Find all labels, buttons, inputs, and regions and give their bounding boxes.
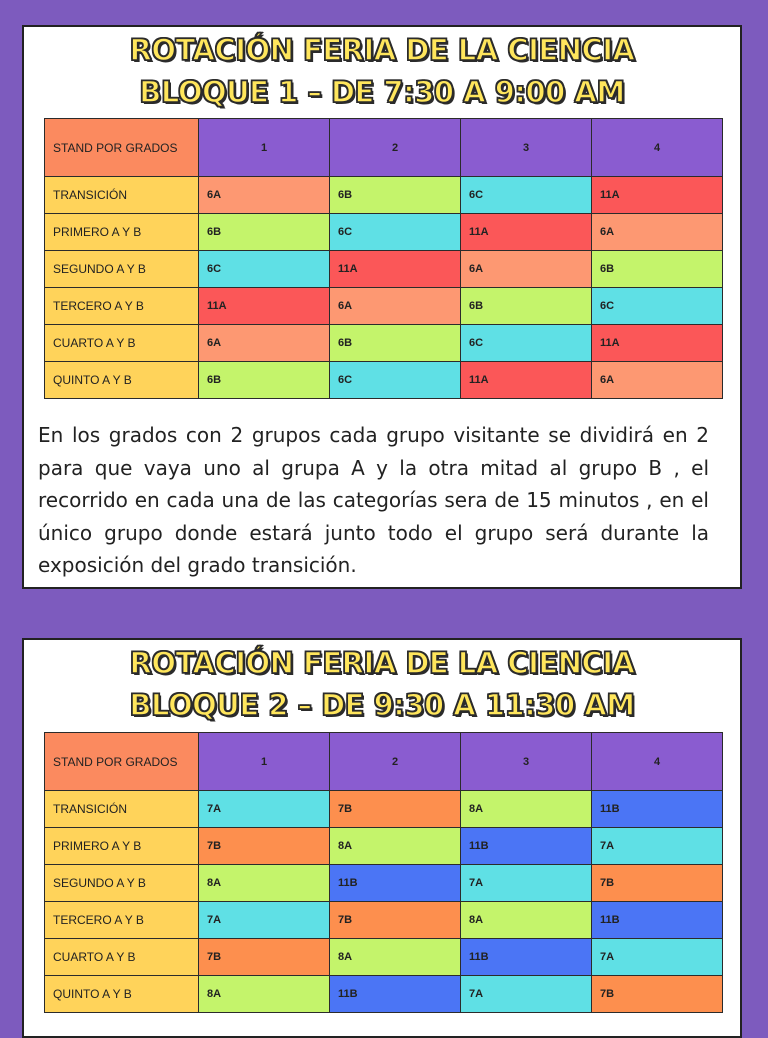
table-row xyxy=(45,939,723,976)
group-cell: 8A xyxy=(461,902,592,939)
table-row xyxy=(45,791,723,828)
group-cell: 6A xyxy=(461,251,592,288)
group-cell: 11B xyxy=(592,791,723,828)
group-cell: 7A xyxy=(199,902,330,939)
block-2-title-line-1: ROTACIÓN FERIA DE LA CIENCIA xyxy=(129,646,635,680)
group-cell: 11A xyxy=(461,362,592,399)
group-cell: 11A xyxy=(199,288,330,325)
corner-header: STAND POR GRADOS xyxy=(45,733,199,791)
row-label: QUINTO A Y B xyxy=(45,976,199,1013)
block-2-title xyxy=(24,640,740,726)
block-2-rotation-table xyxy=(44,732,723,1013)
table-row xyxy=(45,362,723,399)
group-cell: 7B xyxy=(592,865,723,902)
group-cell: 7A xyxy=(592,828,723,865)
group-cell: 6A xyxy=(592,362,723,399)
table-row xyxy=(45,177,723,214)
column-header: 3 xyxy=(461,119,592,177)
group-cell: 7A xyxy=(592,939,723,976)
group-cell: 6B xyxy=(592,251,723,288)
column-header: 1 xyxy=(199,733,330,791)
column-header: 3 xyxy=(461,733,592,791)
group-cell: 6C xyxy=(330,214,461,251)
row-label: TERCERO A Y B xyxy=(45,288,199,325)
table-header-row xyxy=(45,733,723,791)
block-1-note: En los grados con 2 grupos cada grupo visitante se dividirá en 2 para que vaya uno al grupa A y la otra mitad al grupo B , el recorrido en cada una de las categorías sera de 15 minutos , en el único grupo donde estará junto todo el grupo será durante la exposición del grado transición. xyxy=(38,423,709,577)
table-row xyxy=(45,288,723,325)
group-cell: 6C xyxy=(330,362,461,399)
group-cell: 6C xyxy=(592,288,723,325)
group-cell: 7B xyxy=(199,939,330,976)
row-label: CUARTO A Y B xyxy=(45,939,199,976)
block-1-title-line-1: ROTACIÓN FERIA DE LA CIENCIA xyxy=(129,33,635,67)
row-label: CUARTO A Y B xyxy=(45,325,199,362)
group-cell: 11A xyxy=(592,325,723,362)
table-row xyxy=(45,325,723,362)
group-cell: 7A xyxy=(461,976,592,1013)
row-label: TERCERO A Y B xyxy=(45,902,199,939)
row-label: SEGUNDO A Y B xyxy=(45,251,199,288)
group-cell: 6A xyxy=(199,325,330,362)
column-header: 4 xyxy=(592,119,723,177)
group-cell: 8A xyxy=(330,828,461,865)
row-label: TRANSICIÓN xyxy=(45,791,199,828)
column-header: 2 xyxy=(330,119,461,177)
column-header: 2 xyxy=(330,733,461,791)
table-row xyxy=(45,828,723,865)
group-cell: 11A xyxy=(330,251,461,288)
group-cell: 11A xyxy=(592,177,723,214)
row-label: QUINTO A Y B xyxy=(45,362,199,399)
group-cell: 8A xyxy=(199,976,330,1013)
group-cell: 11B xyxy=(461,939,592,976)
group-cell: 8A xyxy=(461,791,592,828)
group-cell: 8A xyxy=(199,865,330,902)
row-label: SEGUNDO A Y B xyxy=(45,865,199,902)
rotation-card-block-1 xyxy=(22,25,742,589)
group-cell: 6B xyxy=(330,325,461,362)
table-row xyxy=(45,214,723,251)
group-cell: 8A xyxy=(330,939,461,976)
corner-header: STAND POR GRADOS xyxy=(45,119,199,177)
group-cell: 7A xyxy=(461,865,592,902)
table-row xyxy=(45,865,723,902)
group-cell: 6A xyxy=(330,288,461,325)
table-row xyxy=(45,902,723,939)
group-cell: 7B xyxy=(592,976,723,1013)
group-cell: 6C xyxy=(461,177,592,214)
table-row xyxy=(45,251,723,288)
group-cell: 11B xyxy=(330,976,461,1013)
block-1-title-line-2: BLOQUE 1 – DE 7:30 A 9:00 AM xyxy=(139,75,625,109)
group-cell: 6B xyxy=(461,288,592,325)
group-cell: 7A xyxy=(199,791,330,828)
group-cell: 11B xyxy=(461,828,592,865)
group-cell: 11B xyxy=(330,865,461,902)
column-header: 4 xyxy=(592,733,723,791)
row-label: PRIMERO A Y B xyxy=(45,828,199,865)
row-label: TRANSICIÓN xyxy=(45,177,199,214)
row-label: PRIMERO A Y B xyxy=(45,214,199,251)
block-1-title xyxy=(24,27,740,113)
group-cell: 6B xyxy=(199,362,330,399)
group-cell: 7B xyxy=(199,828,330,865)
column-header: 1 xyxy=(199,119,330,177)
group-cell: 6B xyxy=(199,214,330,251)
group-cell: 11A xyxy=(461,214,592,251)
block-2-title-line-2: BLOQUE 2 – DE 9:30 A 11:30 AM xyxy=(129,688,635,722)
block-1-rotation-table xyxy=(44,118,723,399)
group-cell: 6C xyxy=(461,325,592,362)
group-cell: 7B xyxy=(330,791,461,828)
group-cell: 6A xyxy=(592,214,723,251)
table-header-row xyxy=(45,119,723,177)
group-cell: 7B xyxy=(330,902,461,939)
group-cell: 6B xyxy=(330,177,461,214)
group-cell: 6A xyxy=(199,177,330,214)
rotation-card-block-2 xyxy=(22,638,742,1038)
table-row xyxy=(45,976,723,1013)
group-cell: 6C xyxy=(199,251,330,288)
group-cell: 11B xyxy=(592,902,723,939)
